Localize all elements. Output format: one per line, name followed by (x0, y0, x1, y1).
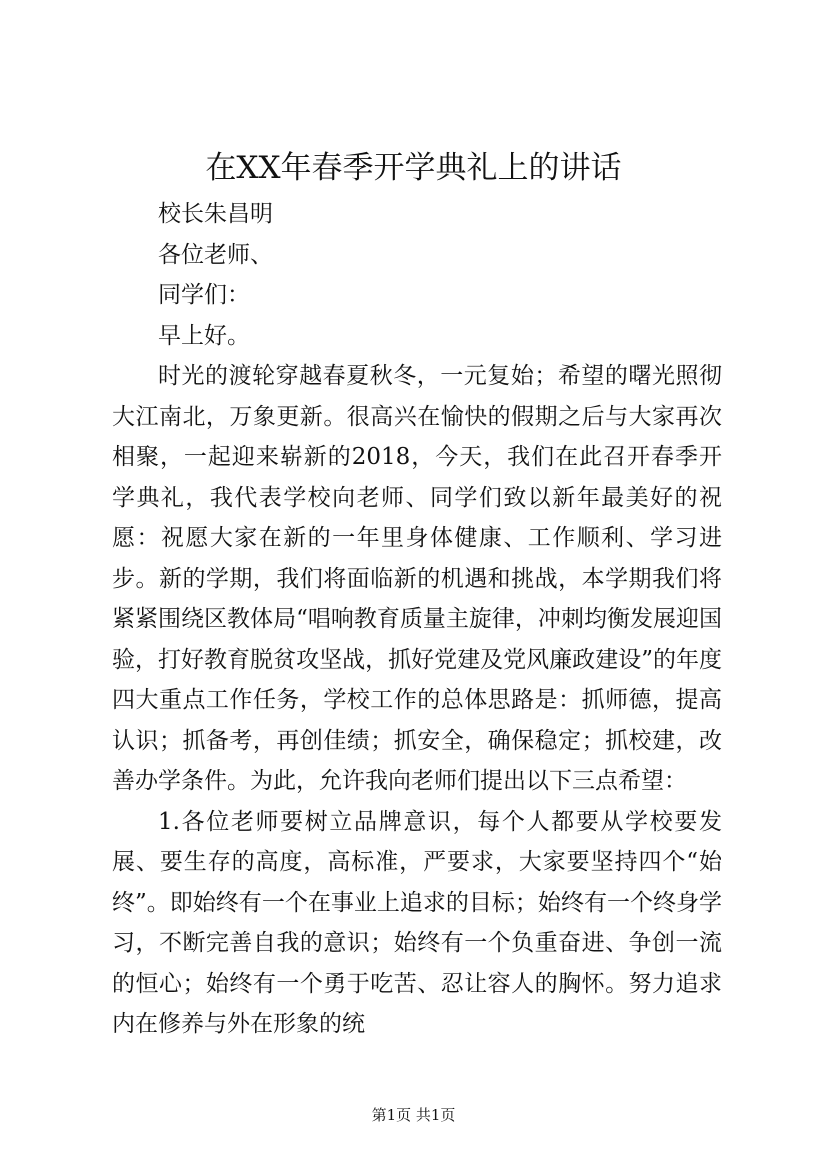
salutation-teachers: 各位老师、 (158, 241, 273, 268)
document-title: 在XX年春季开学典礼上的讲话 (205, 150, 622, 186)
greeting: 早上好。 (158, 322, 250, 349)
document-body (112, 194, 722, 1045)
salutation-students: 同学们： (158, 282, 250, 308)
speaker-line: 校长朱昌明 (158, 201, 273, 227)
page-footer: 第1页 共1页 (371, 1106, 456, 1124)
body-paragraph: 时光的渡轮穿越春夏秋冬，一元复始；希望的曙光照彻大江南北，万象更新。很高兴在愉快的假期之后与大家再次相聚，一起迎来崭新的2018，今天，我们在此召开春季开学典礼，我代表学校向老师、同学们致以新年最美好的祝愿：祝愿大家在新的一年里身体健康、工作顺利、学习进步。新的学期，我们将面临新的机遇和挑战，本学期我们将紧紧围绕区教体局“唱响教育质量主旋律，冲刺均衡发展迎国验，打好教育脱贫攻坚战，抓好党建及党风廉政建设”的年度四大重点工作任务，学校工作的总体思路是：抓师德，提高认识；抓备考，再创佳绩；抓安全，确保稳定；抓校建，改善办学条件。为此，允许我向老师们提出以下三点希望： (112, 363, 722, 794)
body-paragraph: 1.各位老师要树立品牌意识，每个人都要从学校要发展、要生存的高度，高标准，严要求，大家要坚持四个“始终”。即始终有一个在事业上追求的目标；始终有一个终身学习，不断完善自我的意识；始终有一个负重奋进、争创一流的恒心；始终有一个勇于吃苦、忍让容人的胸怀。努力追求内在修养与外在形象的统 (112, 808, 722, 1037)
